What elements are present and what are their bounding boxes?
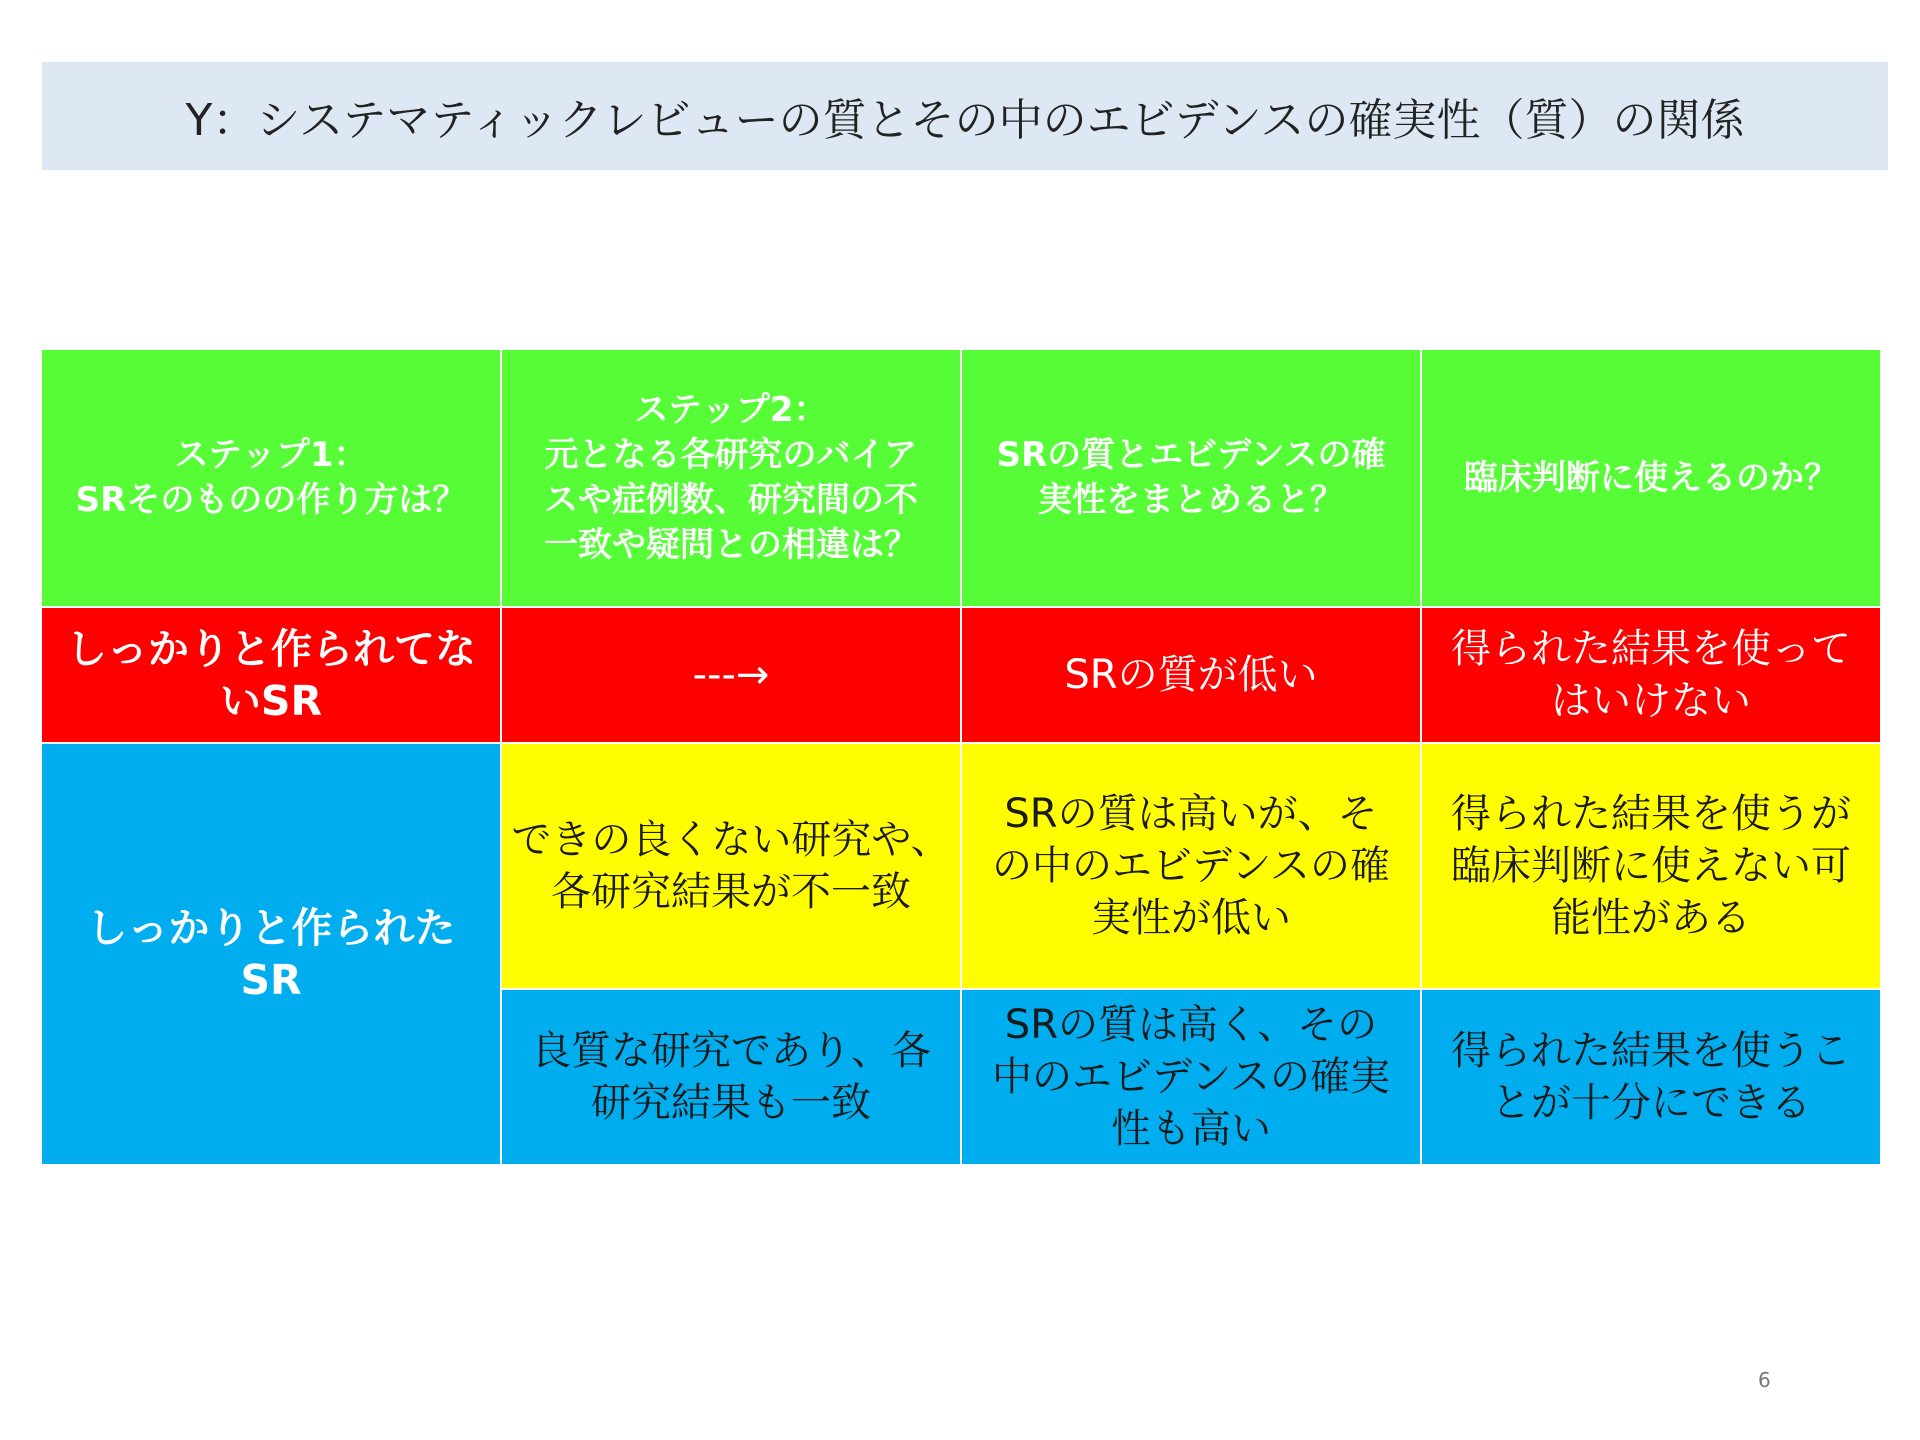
row-good-low-summary-text: SRの質は高いが、そ の中のエビデンスの確 実性が低い [992,791,1390,941]
row-good-low-step2 [502,744,960,988]
row-good-low-step2-text: できの良くない研究や、 各研究結果が不一致 [511,817,951,915]
header-step2 [502,350,960,606]
row-good-high-summary [962,990,1420,1164]
header-summary-text: SRの質とエビデンスの確 実性をまとめると？ [996,435,1386,520]
row-poor-judgement-text: 得られた結果を使って はいけない [1451,626,1851,724]
evidence-quality-table [42,350,1878,1162]
row-good-sr-label [42,744,500,1164]
header-clinical-judgement [1422,350,1880,606]
row-good-high-step2-text: 良質な研究であり、各 研究結果も一致 [531,1028,931,1126]
row-poor-step2 [502,608,960,742]
row-poor-sr-label [42,608,500,742]
row-good-high-summary-text: SRの質は高く、その 中のエビデンスの確実 性も高い [992,1002,1390,1152]
slide-title: Y：システマティックレビューの質とその中のエビデンスの確実性（質）の関係 [185,95,1745,146]
page-number: 6 [1758,1368,1771,1392]
row-poor-summary-text: SRの質が低い [1064,652,1318,698]
row-poor-summary [962,608,1420,742]
header-summary [962,350,1420,606]
header-step1-text: ステップ1： SRそのものの作り方は？ [75,435,467,520]
row-good-low-judgement [1422,744,1880,988]
row-poor-step2-arrow: ---→ [692,652,770,698]
row-good-low-summary [962,744,1420,988]
header-clinical-judgement-text: 臨床判断に使えるのか？ [1464,457,1838,498]
row-good-high-step2 [502,990,960,1164]
row-good-high-judgement [1422,990,1880,1164]
row-good-low-judgement-text: 得られた結果を使うが 臨床判断に使えない可 能性がある [1451,791,1851,941]
header-step1 [42,350,500,606]
row-poor-judgement [1422,608,1880,742]
row-good-sr-label-text: しっかりと作られた SR [86,904,456,1004]
row-poor-sr-label-text: しっかりと作られてな いSR [66,625,476,725]
row-good-high-judgement-text: 得られた結果を使うこ とが十分にできる [1451,1028,1851,1126]
slide-title-bar [42,62,1888,170]
header-step2-text: ステップ2： 元となる各研究のバイア スや症例数、研究間の不 一致や疑問との相違は？ [544,390,918,565]
